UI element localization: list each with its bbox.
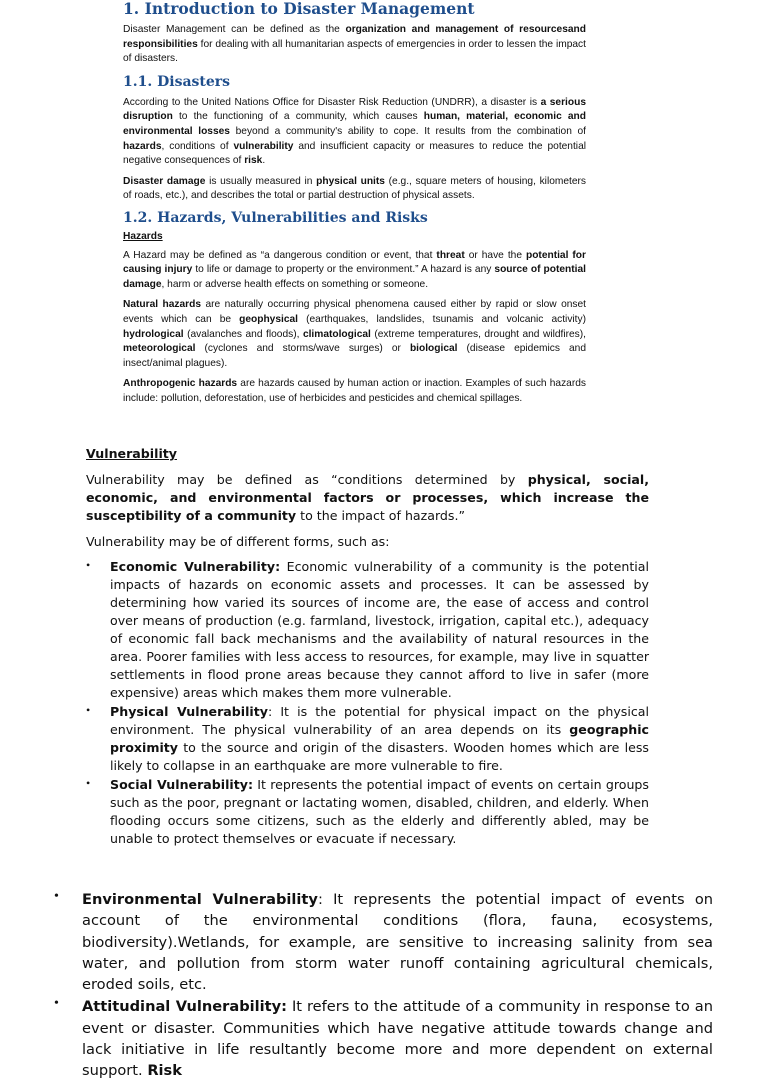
bullet: • [86, 776, 91, 790]
section-vulnerability [86, 445, 649, 848]
list-item-text: Social Vulnerability: It represents the potential impact of events on certain groups such as the poor, pregnant or lactating women, disabled, children, and elderly. When flooding occurs some citizens, such as the elderly and differently abled, may be unable to protect themselves or evacuate if necessary. [110, 777, 649, 846]
list-item-text: Physical Vulnerability: It is the potential for physical impact on the physical environment. The physical vulnerability of an area depends on its geographic proximity to the source and origin of the disasters. Wooden homes which are less likely to collapse in an earthquake are more vulnerable to fire. [110, 704, 649, 773]
section-vulnerability-continued [54, 889, 713, 1082]
disasters-paragraph-1: According to the United Nations Office for Disaster Risk Reduction (UNDRR), a disaster is a serious disruption to the functioning of a community, which causes human, material, economic and environmental losses beyond a community's ability to cope. It results from the combination of hazards, conditions of vulnerability and insufficient capacity or measures to reduce the potential negative consequences of risk. [123, 96, 587, 167]
hazards-label: Hazards [123, 230, 163, 242]
heading-introduction: 1. Introduction to Disaster Management [123, 0, 475, 18]
vulnerability-label: Vulnerability [86, 446, 177, 461]
list-item-social [86, 776, 649, 848]
hazards-paragraph-1: A Hazard may be defined as “a dangerous condition or event, that threat or have the potential for causing injury to life or damage to property or the environment.” A hazard is any source of potential damage, harm or adverse health effects on something or someone. [123, 249, 586, 290]
disasters-paragraph-2: Disaster damage is usually measured in physical units (e.g., square meters of housing, kilometers of roads, etc.), and describes the total or partial destruction of physical assets. [123, 175, 587, 202]
heading-disasters: 1.1. Disasters [123, 73, 231, 90]
hazards-paragraph-anthropogenic: Anthropogenic hazards are hazards caused by human action or inaction. Examples of such hazards include: pollution, deforestation, use of herbicides and pesticides and chemical spillages. [123, 378, 586, 404]
list-item-economic [86, 558, 649, 702]
vulnerability-paragraph-1: Vulnerability may be defined as “conditions determined by physical, social, economic, and environmental factors or processes, which increase the susceptibility of a community to the impact of hazards.” [86, 472, 649, 523]
list-item-physical [86, 703, 649, 775]
bullet: • [54, 889, 59, 904]
section-introduction [123, 0, 586, 406]
intro-paragraph: Disaster Management can be defined as the organization and management of resourcesand responsibilities for dealing with all humanitarian aspects of emergencies in order to lessen the impact of disasters. [123, 24, 586, 65]
hazards-paragraph-natural: Natural hazards are naturally occurring physical phenomena caused either by rapid or slow onset events which can be geophysical (earthquakes, landslides, tsunamis and volcanic activity) hydrological (avalanches and floods), climatological (extreme temperatures, drought and wildfires), meteorological (cyclones and storms/wave surges) or biological (disease epidemics and insect/animal plagues). [123, 299, 586, 369]
heading-hazards: 1.2. Hazards, Vulnerabilities and Risks [123, 209, 428, 226]
vulnerability-list-continued [54, 889, 713, 1082]
list-item-text: Attitudinal Vulnerability: It refers to the attitude of a community in response to an event or disaster. Communities which have negative attitude towards change and lack initiative in life resultantly become more and more dependent on external support. Risk [82, 998, 713, 1080]
vulnerability-paragraph-2: Vulnerability may be of different forms, such as: [86, 534, 390, 549]
bullet: • [54, 996, 59, 1012]
list-item-attitudinal [54, 996, 713, 1081]
bullet: • [86, 558, 91, 572]
vulnerability-list [86, 558, 649, 848]
bullet: • [86, 703, 91, 717]
list-item-text: Economic Vulnerability: Economic vulnerability of a community is the potential impacts of hazards on economic assets and processes. It can be assessed by determining how varied its sources of income are, the ease of access and control over means of production (e.g. farmland, livestock, irrigation, capital etc.), adequacy of economic fall back mechanisms and the availability of natural resources in the area. Poorer families with less access to resources, for example, may live in squatter settlements in flood prone areas because they cannot afford to live in safer (more expensive) areas which makes them more vulnerable. [110, 559, 649, 700]
list-item-text: Environmental Vulnerability: It represents the potential impact of events on account of the environmental conditions (flora, fauna, ecosystems, biodiversity).Wetlands, for example, are sensitive to increasing salinity from sea water, and pollution from storm water runoff containing agricultural chemicals, eroded soils, etc. [82, 891, 713, 994]
list-item-environmental [54, 889, 713, 995]
